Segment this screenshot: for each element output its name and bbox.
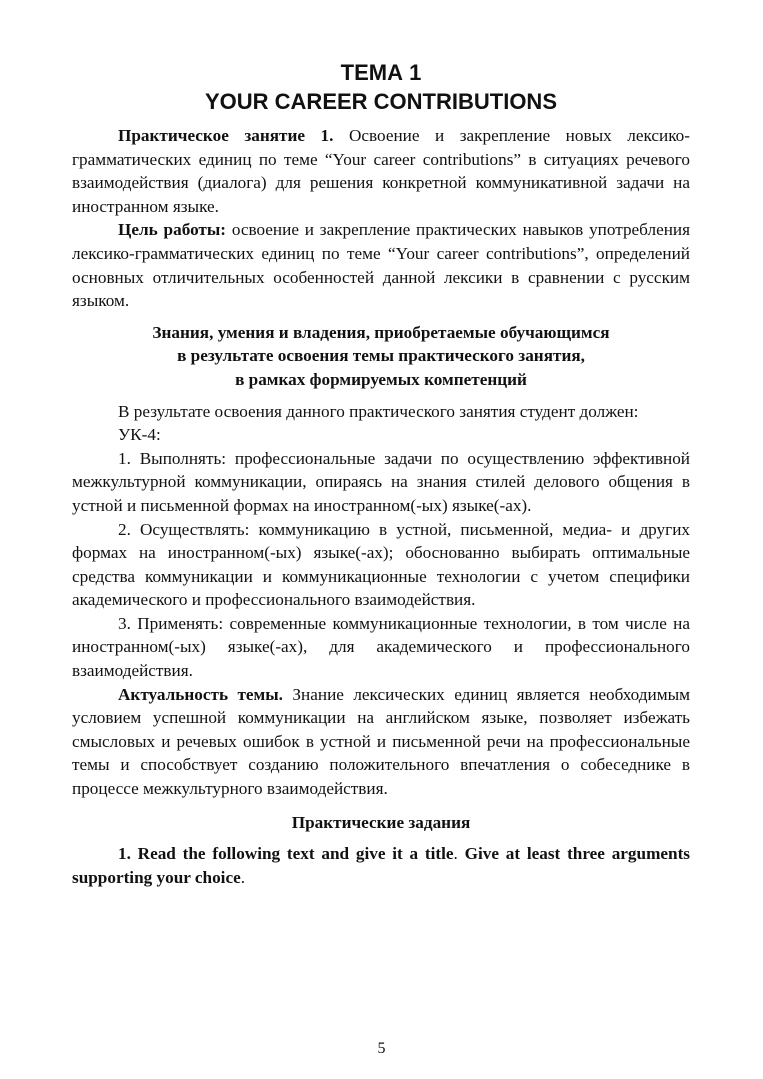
document-page bbox=[72, 58, 690, 889]
goal-paragraph bbox=[72, 218, 690, 312]
page-number: 5 bbox=[377, 1040, 386, 1057]
topic-number: ТЕМА 1 bbox=[340, 60, 422, 85]
topic-title: YOUR CAREER CONTRIBUTIONS bbox=[204, 89, 557, 114]
outcomes-lead: В результате освоения данного практического занятия студент должен: bbox=[118, 401, 639, 421]
outcome-item-2: 2. Осуществлять: коммуникацию в устной, письменной, медиа- и других формах на иностранном(-ых) языке(-ах); обоснованно выбирать оптимальные средства коммуникации и коммуникационные технологии с учетом специфики академического и профессионального взаимодействия. bbox=[72, 519, 690, 610]
relevance-paragraph bbox=[72, 683, 690, 801]
relevance-label: Актуальность темы. bbox=[118, 684, 283, 704]
knowledge-heading-line1: Знания, умения и владения, приобретаемые обучающимся bbox=[152, 322, 610, 342]
outcome-item-3: 3. Применять: современные коммуникационные технологии, в том числе на иностранном(-ых) языке(-ах), для академического и профессионального взаимодействия. bbox=[72, 613, 690, 681]
tasks-heading: Практические задания bbox=[291, 812, 471, 832]
goal-text: освоение и закрепление практических навыков употребления лексико-грамматических единиц по теме “Your career contributions”, определений основных отличительных особенностей данной лексики в сравнении с русским языком. bbox=[72, 220, 690, 311]
practice-paragraph bbox=[72, 124, 690, 218]
knowledge-heading-line3: в рамках формируемых компетенций bbox=[235, 369, 527, 389]
task-1-separator: . bbox=[453, 844, 465, 864]
competence-code: УК-4: bbox=[118, 425, 161, 445]
knowledge-heading-line2: в результате освоения темы практического занятия, bbox=[177, 346, 585, 366]
task-1-arguments: Give at least three arguments supporting your choice bbox=[72, 844, 690, 887]
practice-text: Освоение и закрепление новых лексико-грамматических единиц по теме “Your career contributions” в ситуациях речевого взаимодействия (диалога) для решения конкретной коммуникативной задачи на иностранном языке. bbox=[72, 126, 690, 216]
task-1-end: . bbox=[240, 867, 246, 887]
task-1 bbox=[72, 842, 690, 889]
task-1-instruction: 1. Read the following text and give it a title bbox=[118, 844, 454, 864]
outcome-item-1: 1. Выполнять: профессиональные задачи по осуществлению эффективной межкультурной коммуникации, опираясь на знания стилей делового общения в устной и письменной формах на иностранном(-ых) языке(-ах). bbox=[72, 448, 690, 515]
practice-label: Практическое занятие 1. bbox=[118, 126, 334, 145]
relevance-text: Знание лексических единиц является необходимым условием успешной коммуникации на английском языке, позволяет избежать смысловых и речевых ошибок в устной и письменной речи на профессиональные темы и способствует созданию положительного впечатления о собеседнике в процессе межкультурного взаимодействия. bbox=[72, 684, 691, 799]
goal-label: Цель работы: bbox=[118, 220, 227, 240]
